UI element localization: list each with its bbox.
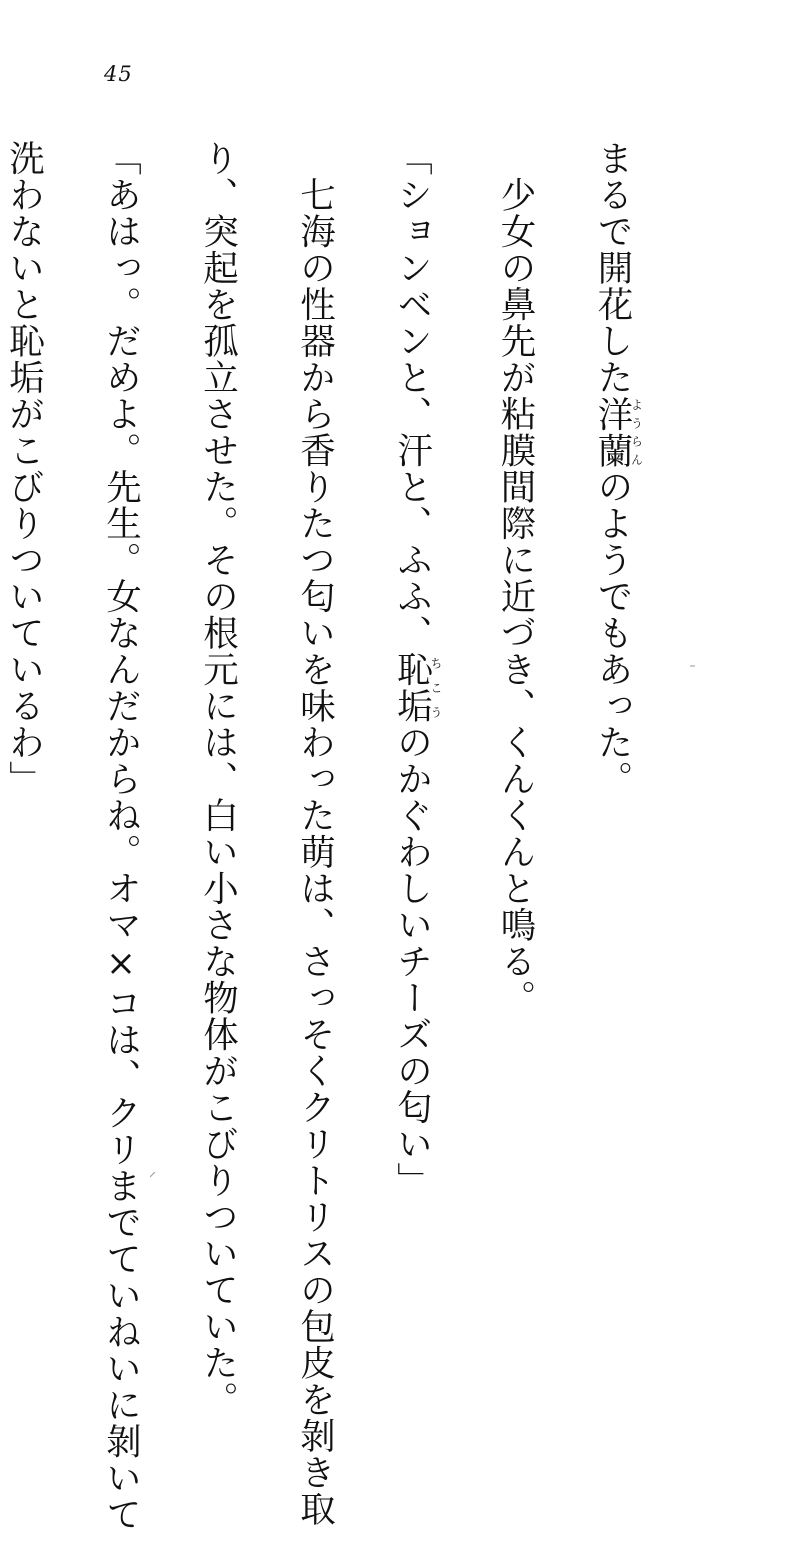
text-line: 「あはっ。だめよ。先生。女なんだからね。オマ×コは、クリまでていねいに剝いて	[100, 140, 142, 1533]
scan-speck	[150, 1172, 156, 1178]
ruby-annotation: 洋蘭ようらん	[592, 395, 644, 469]
scan-speck	[690, 665, 696, 671]
text-line: 洗わないと恥垢がこびりついているわ」	[3, 140, 45, 797]
text-line: まるで開花した洋蘭ようらんのようでもあった。	[592, 140, 644, 797]
text-line: 少女の鼻先が粘膜間際に近づき、くんくんと鳴る。	[495, 140, 536, 1016]
ruby-annotation: 恥垢ちこう	[391, 651, 443, 724]
text-line: 「ションベンと、汗と、ふふ、恥垢ちこうのかぐわしいチーズの匂い」	[391, 140, 443, 1199]
text-line: 七海の性器から香りたつ匂いを味わった萌は、さっそくクリトリスの包皮を剝き取	[294, 140, 336, 1527]
text-line: り、突起を孤立させた。その根元には、白い小さな物体がこびりついていた。	[197, 140, 239, 1418]
body-text	[0, 140, 691, 1533]
page-number: 45	[104, 62, 133, 86]
